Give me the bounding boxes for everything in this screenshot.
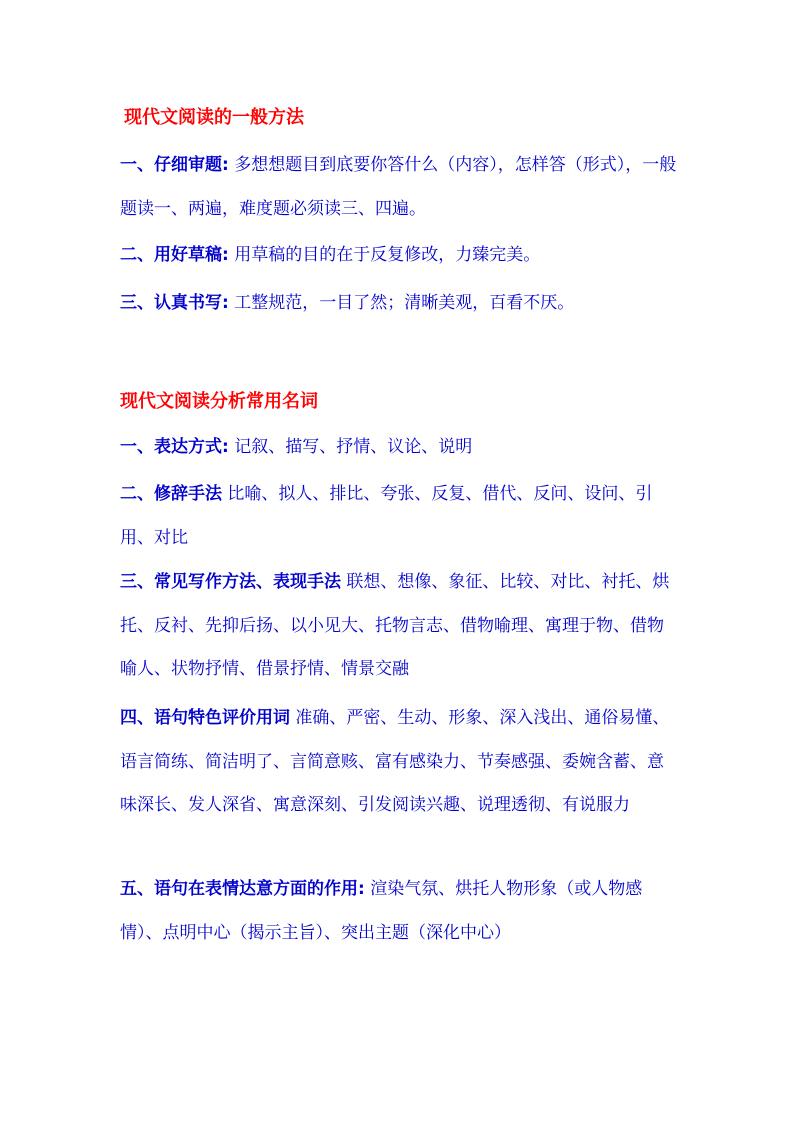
section-title-common-terms: 现代文阅读分析常用名词 (120, 391, 318, 412)
method-item-3 (120, 282, 680, 326)
term-item-5-text: 渲染气氛、烘托人物形象（或人物感情）、点明中心（揭示主旨）、突出主题（深化中心） (120, 879, 643, 943)
term-item-3 (120, 561, 680, 692)
method-item-1-text: 多想想题目到底要你答什么（内容），怎样答（形式），一般题读一、两遍，难度题必须读三、四遍。 (120, 155, 677, 219)
term-item-2-text: 比喻、拟人、排比、夸张、反复、借代、反问、设问、引用、对比 (120, 484, 653, 548)
term-item-3-lead: 三、常见写作方法、表现手法 (120, 572, 341, 592)
section-title-general-methods: 现代文阅读的一般方法 (124, 107, 304, 128)
term-item-5 (120, 868, 680, 955)
method-item-1-lead: 一、仔细审题: (120, 155, 229, 175)
term-item-4 (120, 697, 680, 828)
term-item-4-lead: 四、语句特色评价用词 (120, 708, 290, 728)
method-item-2 (120, 234, 680, 278)
method-item-3-lead: 三、认真书写: (120, 293, 229, 313)
method-item-3-text: 工整规范，一目了然；清晰美观，百看不厌。 (228, 293, 575, 313)
term-item-5-lead: 五、语句在表情达意方面的作用: (120, 879, 365, 899)
term-item-4-text: 准确、严密、生动、形象、深入浅出、通俗易懂、语言简练、简洁明了、言简意赅、富有感染力、节奏感强、委婉含蓄、意味深长、发人深省、寓意深刻、引发阅读兴趣、说理透彻、有说服力 (120, 708, 670, 815)
method-item-2-lead: 二、用好草稿: (120, 245, 229, 265)
term-item-2 (120, 473, 680, 560)
term-item-2-lead: 二、修辞手法 (120, 484, 222, 504)
term-item-1 (120, 426, 680, 470)
method-item-1 (120, 144, 680, 231)
term-item-1-text: 记叙、描写、抒情、议论、说明 (228, 437, 473, 457)
method-item-2-text: 用草稿的目的在于反复修改，力臻完美。 (228, 245, 541, 265)
term-item-1-lead: 一、表达方式: (120, 437, 229, 457)
term-item-3-text: 联想、想像、象征、比较、对比、衬托、烘托、反衬、先抑后扬、以小见大、托物言志、借物喻理、寓理于物、借物喻人、状物抒情、借景抒情、情景交融 (120, 572, 670, 679)
